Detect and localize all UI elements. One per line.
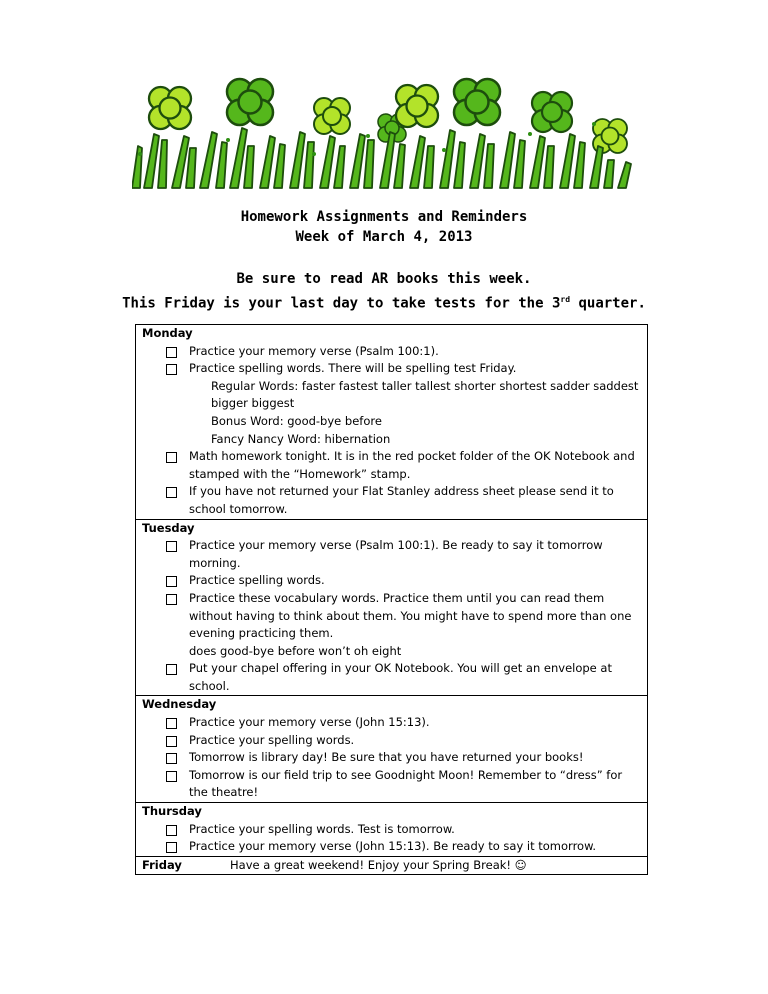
day-label: Monday [142, 326, 193, 340]
list-item [142, 590, 641, 643]
item-text: Practice your memory verse (John 15:13). [189, 715, 430, 730]
reminder-line-2-text: This Friday is your last day to take tests for the 3 [122, 295, 561, 312]
list-item [142, 732, 641, 750]
item-text: Tomorrow is our field trip to see Goodnight Moon! Remember to “dress” for the theatre! [189, 767, 623, 800]
day-monday [136, 325, 647, 520]
heading-line-1: Homework Assignments and Reminders [240, 209, 528, 225]
day-tuesday [136, 520, 647, 697]
reminder-line-1: Be sure to read AR books this week. [236, 271, 532, 287]
list-item [142, 821, 641, 839]
item-text: Practice spelling words. [189, 573, 325, 588]
reminder-line-2 [0, 290, 768, 314]
checkbox-icon [166, 664, 177, 675]
vocab-words: does good-bye before won’t oh eight [189, 643, 402, 658]
item-text: Practice your memory verse (Psalm 100:1). Be ready to say it tomorrow morning. [189, 538, 603, 570]
heading-line-2: Week of March 4, 2013 [295, 229, 473, 245]
checkbox-icon [166, 753, 177, 764]
checkbox-icon [166, 364, 177, 375]
item-text: Math homework tonight. It is in the red pocket folder of the OK Notebook and stamped with the “Homework” stamp. [189, 449, 635, 481]
day-wednesday [136, 696, 647, 803]
checkbox-icon [166, 594, 177, 605]
checkbox-icon [166, 718, 177, 729]
schedule-table [135, 324, 648, 875]
list-item [142, 448, 641, 483]
checkbox-icon [166, 825, 177, 836]
item-text: Tomorrow is library day! Be sure that you have returned your books! [189, 750, 584, 765]
item-text: Practice these vocabulary words. Practice them until you can read them without having to think about them. You might have to spend more than one evening practicing them. [189, 590, 632, 641]
ordinal-suffix: rd [560, 295, 571, 304]
day-label: Friday [142, 857, 182, 872]
list-item [142, 714, 641, 732]
item-text: Practice your spelling words. Test is tomorrow. [189, 821, 455, 836]
shamrock-grass-art [132, 76, 638, 192]
list-item [142, 572, 641, 590]
bonus-word: Bonus Word: good-bye before [211, 413, 382, 428]
list-item [142, 660, 641, 695]
list-item [142, 537, 641, 572]
checkbox-icon [166, 842, 177, 853]
list-item [142, 360, 641, 378]
checkbox-icon [166, 771, 177, 782]
checkbox-icon [166, 541, 177, 552]
item-text: If you have not returned your Flat Stanley address sheet please send it to school tomorrow. [189, 484, 614, 516]
list-item [142, 838, 641, 856]
checkbox-icon [166, 452, 177, 463]
checkbox-icon [166, 347, 177, 358]
list-item [142, 767, 641, 802]
day-label: Thursday [142, 804, 202, 819]
checkbox-icon [166, 487, 177, 498]
friday-note: Have a great weekend! Enjoy your Spring Break! ☺ [230, 857, 527, 872]
fancy-nancy-word: Fancy Nancy Word: hibernation [211, 431, 391, 446]
item-text: Practice your memory verse (John 15:13). Be ready to say it tomorrow. [189, 839, 597, 854]
day-friday [136, 857, 647, 875]
checkbox-icon [166, 576, 177, 587]
list-item [142, 343, 641, 361]
item-text: Practice spelling words. There will be spelling test Friday. [189, 361, 517, 376]
day-thursday [136, 803, 647, 857]
list-item [142, 749, 641, 767]
day-label: Wednesday [142, 697, 217, 712]
checkbox-icon [166, 736, 177, 747]
list-item [142, 483, 641, 518]
reminder-line-2-end: quarter. [570, 295, 646, 312]
regular-words: Regular Words: faster fastest taller tallest shorter shortest sadder saddest bigger biggest [211, 378, 639, 411]
item-text: Practice your spelling words. [189, 732, 355, 747]
item-text: Practice your memory verse (Psalm 100:1). [189, 343, 439, 358]
item-text: Put your chapel offering in your OK Notebook. You will get an envelope at school. [189, 661, 612, 693]
day-label: Tuesday [142, 520, 195, 535]
